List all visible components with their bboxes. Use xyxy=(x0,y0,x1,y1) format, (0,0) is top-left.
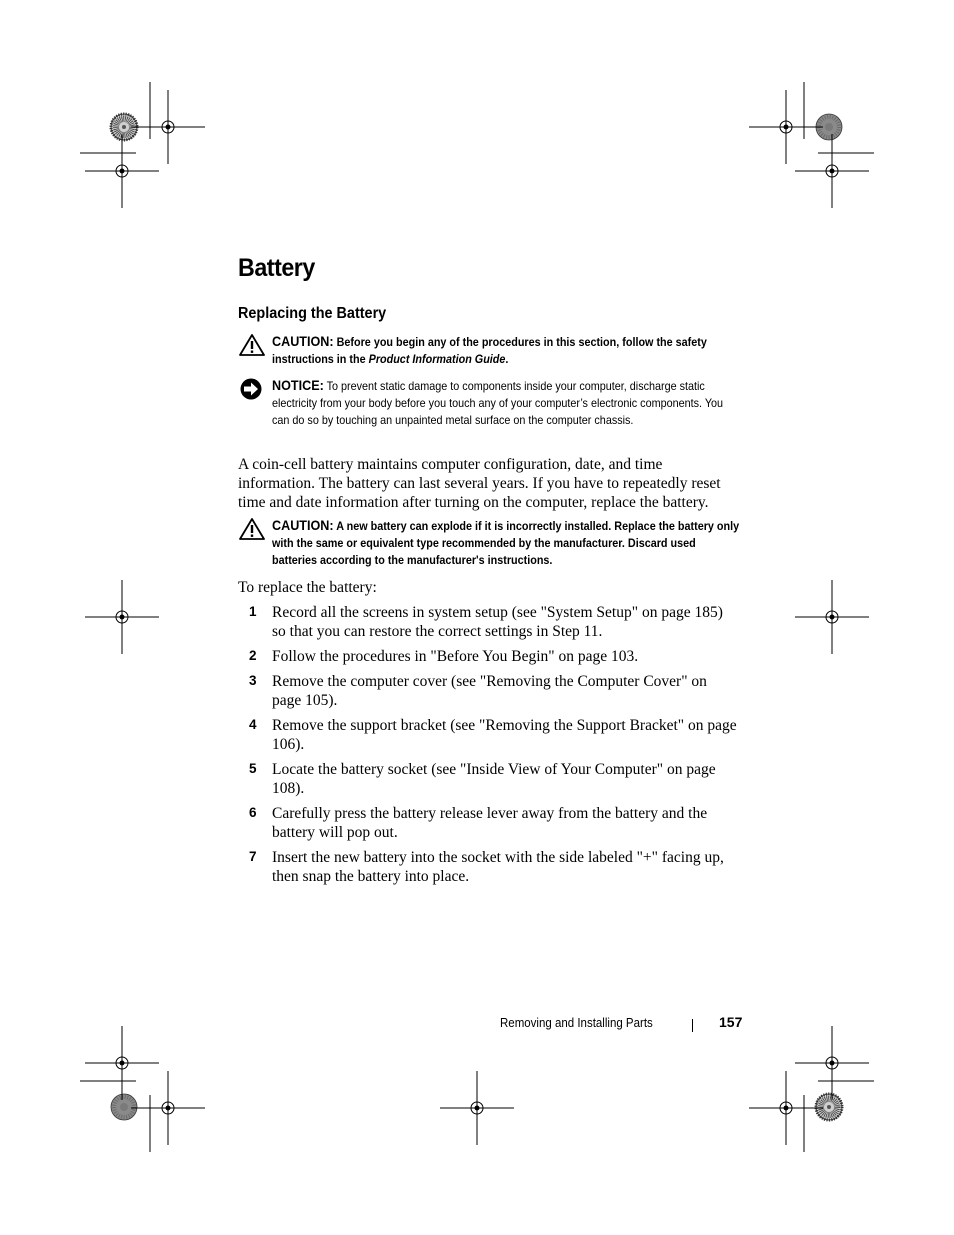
step-number: 6 xyxy=(249,805,257,820)
list-item xyxy=(238,760,738,798)
page-title: Battery xyxy=(238,254,315,282)
step-number: 1 xyxy=(249,604,257,619)
footer-section-title: Removing and Installing Parts xyxy=(500,1016,653,1030)
crop-mark-middle-right xyxy=(795,580,869,654)
caution-note-explode xyxy=(238,517,738,569)
caution-label: CAUTION: xyxy=(272,333,334,349)
notice-label: NOTICE: xyxy=(272,377,324,393)
caution-triangle-icon xyxy=(238,517,266,541)
list-item xyxy=(238,672,738,710)
list-item xyxy=(238,647,738,666)
section-heading: Replacing the Battery xyxy=(238,305,387,322)
step-number: 7 xyxy=(249,849,257,864)
step-text: Carefully press the battery release lever away from the battery and the battery will pop out. xyxy=(272,805,708,841)
caution-triangle-icon xyxy=(238,333,266,357)
list-item xyxy=(238,603,738,641)
step-number: 2 xyxy=(249,648,257,663)
step-text: Remove the support bracket (see "Removing the Support Bracket" on page 106). xyxy=(272,717,737,753)
notice-arrow-icon xyxy=(238,377,264,401)
caution-note-safety: CAUTION: Before you begin any of the procedures in this section, follow the safety instructions in the Product Information Guide. xyxy=(238,333,738,368)
intro-paragraph: A coin-cell battery maintains computer configuration, date, and time information. The battery can last several years. If you have to repeatedly reset time and date information after turning on the computer, replace the battery. xyxy=(238,456,721,511)
step-text: Locate the battery socket (see "Inside View of Your Computer" on page 108). xyxy=(272,761,716,797)
notice-note-static xyxy=(238,377,738,429)
caution-text: Before you begin any of the procedures in this section, follow the safety instructions in the xyxy=(272,335,707,366)
step-text: Insert the new battery into the socket with the side labeled "+" facing up, then snap the battery into place. xyxy=(272,849,724,885)
notice-text: To prevent static damage to components inside your computer, discharge static electricity from your body before you touch any of your computer’s electronic components. You can do so by touching an unpainted metal surface on the computer chassis. xyxy=(272,379,724,427)
step-text: Remove the computer cover (see "Removing the Computer Cover" on page 105). xyxy=(272,673,707,709)
crop-mark-bottom-left xyxy=(80,1026,205,1152)
crop-mark-top-right xyxy=(749,82,874,208)
step-text: Record all the screens in system setup (see "System Setup" on page 185) so that you can restore the correct settings in Step 11. xyxy=(272,604,723,640)
steps-intro: To replace the battery: xyxy=(238,579,377,596)
list-item xyxy=(238,716,738,754)
footer-divider xyxy=(692,1019,693,1032)
caution-text: A new battery can explode if it is incorrectly installed. Replace the battery only with the same or equivalent type recommended by the manufacturer. Discard used batteries according to the manufacturer's instructions. xyxy=(272,519,740,567)
crop-mark-top-left xyxy=(80,82,205,208)
step-number: 5 xyxy=(249,761,257,776)
caution-guide-title: Product Information Guide xyxy=(368,352,506,366)
footer-page-number: 157 xyxy=(719,1014,743,1030)
step-text: Follow the procedures in "Before You Begin" on page 103. xyxy=(272,648,639,665)
procedure-steps xyxy=(238,603,738,886)
list-item xyxy=(238,848,738,886)
caution-label: CAUTION: xyxy=(272,517,334,533)
step-number: 4 xyxy=(249,717,257,732)
step-number: 3 xyxy=(249,673,257,688)
crop-mark-middle-left xyxy=(85,580,159,654)
crop-mark-bottom-center xyxy=(440,1071,514,1145)
crop-mark-bottom-right xyxy=(749,1026,874,1152)
list-item xyxy=(238,804,738,842)
